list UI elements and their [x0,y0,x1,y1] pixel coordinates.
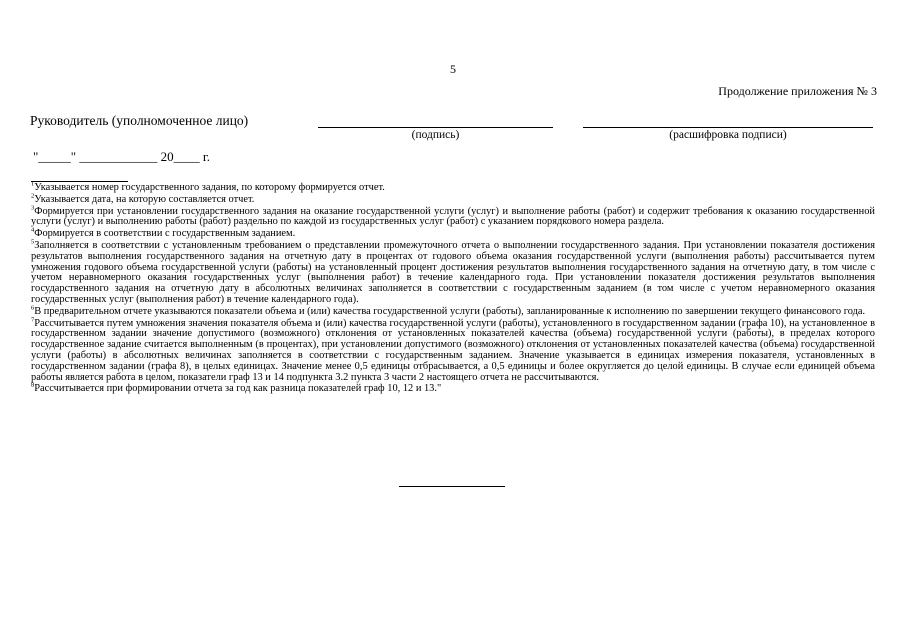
page-number: 5 [450,62,456,76]
footnote [31,238,875,306]
signature-decoding-caption: (расшифровка подписи) [669,129,787,141]
continuation-note: Продолжение приложения № 3 [718,84,877,98]
footnote-number: 1 [31,180,35,188]
footnote-number: 7 [31,316,35,324]
footnote [31,204,875,229]
footnote-text: Формируется в соответствии с государственным заданием. [34,228,296,240]
footnote-number: 6 [31,304,35,312]
footnote-text: Рассчитывается при формировании отчета за год как разница показателей граф 10, 12 и 13." [34,383,442,395]
footnote [31,304,875,318]
footnotes-list [31,180,875,396]
footnote [31,180,875,194]
footnote-text: Формируется при установлении государственного задания на оказание государственной услуги (услуг) и выполнение работы (работ) и содержит требования к оказанию государственной услуги (услуг) и выполнению работы (работ) раздельно по каждой из государственных услуг (работ) с указанием порядкового номера раздела. [31,205,875,228]
signature-line [318,127,553,128]
signatory-title: Руководитель (уполномоченное лицо) [30,113,249,128]
footnote [31,381,875,395]
signature-decoding-line [583,127,873,128]
footnote-text: Указывается номер государственного задания, по которому формируется отчет. [34,182,385,193]
footnote-number: 5 [31,238,35,246]
footnote-number: 8 [31,381,35,389]
footnote [31,316,875,384]
footnote [31,226,875,240]
footnote-text: Указывается дата, на которую составляется отчет. [34,193,255,205]
date-line: "_____" ____________ 20____ г. [33,149,210,164]
footnote-number: 4 [31,226,35,234]
footnote-number: 2 [31,192,35,200]
signature-caption: (подпись) [411,129,460,141]
footnote-text: В предварительном отчете указываются показатели объема и (или) качества государственной услуги (работы), запланированные к исполнению по завершении текущего финансового года. [34,305,866,317]
footnote-text: Заполняется в соответствии с установленным требованием о представлении промежуточного отчета о выполнении государственного задания. При установлении показателя достижения результатов выполнения государственного задания на отчетную дату в процентах от годового объема оказания государственной услуги (выполнения работы) рассчитывается путем умножения годового объема государственной услуги (работы) на установленный процент достижения результатов выполнения государственного задания на отчетную дату, в том числе с учетом неравномерного оказания государственных услуг (выполнения работ) в течение календарного года. При установлении показателя достижения результатов выполнения государственного задания на отчетную дату в абсолютных величинах заполняется в соответствии с государственным заданием (в том числе с учетом неравномерного оказания государственных услуг (выполнения работ) в течение календарного года). [31,239,875,305]
footnote-text: Рассчитывается путем умножения значения показателя объема и (или) качества государственной услуги (работы), установленного в государственном задании (графа 10), на установленное в государственном задании значение допустимого (возможного) отклонения от установленных показателей качества (объема) государственной услуги (работы), в пределах которого государственное задание считается выполненным (в процентах), при установлении допустимого (возможного) отклонения от установленных показателей качества (объема) государственной услуги (работы) в абсолютных величинах заполняется в соответствии с государственным заданием. Значение указывается в единицах измерения показателя, установленных в государственном задании (графа 8), в целых единицах. Значение менее 0,5 единицы отбрасывается, а 0,5 единицы и более округляется до целой единицы. В случае если единицей объема работы является работа в целом, показатели граф 13 и 14 подпункта 3.2 пункта 3 части 2 настоящего отчета не рассчитываются. [31,317,875,383]
footnote [31,192,875,206]
footnote-number: 3 [31,204,35,212]
end-divider [399,486,505,487]
